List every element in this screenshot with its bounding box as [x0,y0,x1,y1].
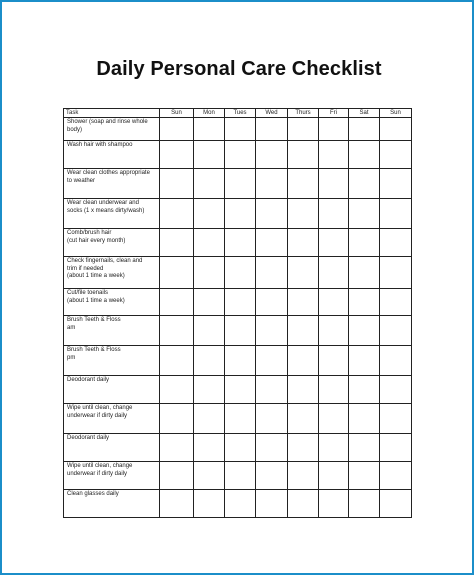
checkbox-cell[interactable] [380,462,412,490]
checkbox-cell[interactable] [225,404,256,434]
checkbox-cell[interactable] [160,490,194,518]
checkbox-cell[interactable] [256,169,288,199]
checkbox-cell[interactable] [194,289,225,316]
task-label: Deodorant daily [64,376,160,404]
checkbox-cell[interactable] [288,118,319,141]
checkbox-cell[interactable] [256,490,288,518]
checkbox-cell[interactable] [225,346,256,376]
checkbox-cell[interactable] [319,434,349,462]
checkbox-cell[interactable] [160,199,194,229]
checkbox-cell[interactable] [256,404,288,434]
checkbox-cell[interactable] [160,462,194,490]
day-header-tues: Tues [225,109,256,118]
header-row [64,109,412,118]
checkbox-cell[interactable] [349,376,380,404]
task-label: Wear clean clothes appropriate to weather [64,169,160,199]
day-header-wed: Wed [256,109,288,118]
checkbox-cell[interactable] [160,169,194,199]
day-header-sat: Sat [349,109,380,118]
checkbox-cell[interactable] [256,434,288,462]
checkbox-cell[interactable] [160,141,194,169]
checkbox-cell[interactable] [194,257,225,289]
page-title: Daily Personal Care Checklist [96,58,382,80]
checkbox-cell[interactable] [160,229,194,257]
checkbox-cell[interactable] [194,118,225,141]
checkbox-cell[interactable] [194,434,225,462]
checkbox-cell[interactable] [288,490,319,518]
checkbox-cell[interactable] [349,462,380,490]
task-column-header: Task [64,109,160,118]
checkbox-cell[interactable] [349,257,380,289]
task-row [64,118,412,141]
checkbox-cell[interactable] [256,289,288,316]
checkbox-cell[interactable] [319,289,349,316]
checkbox-cell[interactable] [225,199,256,229]
task-row [64,169,412,199]
task-row [64,141,412,169]
checkbox-cell[interactable] [349,490,380,518]
checkbox-cell[interactable] [160,346,194,376]
checkbox-cell[interactable] [225,434,256,462]
checkbox-cell[interactable] [319,346,349,376]
task-label: Check fingernails, clean and trim if needed (about 1 time a week) [64,257,160,289]
checkbox-cell[interactable] [380,289,412,316]
task-label: Shower (soap and rinse whole body) [64,118,160,141]
checkbox-cell[interactable] [160,257,194,289]
checkbox-cell[interactable] [380,346,412,376]
checkbox-cell[interactable] [319,404,349,434]
checkbox-cell[interactable] [380,316,412,346]
task-label: Wear clean underwear and socks (1 x means dirty/wash) [64,199,160,229]
checkbox-cell[interactable] [349,289,380,316]
checkbox-cell[interactable] [194,462,225,490]
checkbox-cell[interactable] [256,462,288,490]
checkbox-cell[interactable] [319,141,349,169]
checkbox-cell[interactable] [194,346,225,376]
task-label: Deodorant daily [64,434,160,462]
task-label: Wash hair with shampoo [64,141,160,169]
checkbox-cell[interactable] [225,141,256,169]
checkbox-cell[interactable] [349,199,380,229]
day-header-thurs: Thurs [288,109,319,118]
checkbox-cell[interactable] [194,169,225,199]
checkbox-cell[interactable] [319,376,349,404]
checkbox-cell[interactable] [225,462,256,490]
checkbox-cell[interactable] [319,462,349,490]
checkbox-cell[interactable] [288,169,319,199]
day-header-sun: Sun [160,109,194,118]
checkbox-cell[interactable] [349,434,380,462]
task-label: Clean glasses daily [64,490,160,518]
checkbox-cell[interactable] [319,257,349,289]
checkbox-cell[interactable] [194,229,225,257]
checkbox-cell[interactable] [319,229,349,257]
checkbox-cell[interactable] [160,376,194,404]
checkbox-cell[interactable] [349,316,380,346]
checkbox-cell[interactable] [194,316,225,346]
checkbox-cell[interactable] [160,118,194,141]
checkbox-cell[interactable] [256,118,288,141]
checkbox-cell[interactable] [288,316,319,346]
task-label: Comb/brush hair (cut hair every month) [64,229,160,257]
task-row [64,462,412,490]
checkbox-cell[interactable] [380,257,412,289]
checkbox-cell[interactable] [225,289,256,316]
checkbox-cell[interactable] [349,346,380,376]
task-label: Brush Teeth & Floss pm [64,346,160,376]
checkbox-cell[interactable] [380,229,412,257]
task-row [64,229,412,257]
day-header-fri: Fri [319,109,349,118]
checkbox-cell[interactable] [256,257,288,289]
checkbox-cell[interactable] [194,199,225,229]
checkbox-cell[interactable] [380,376,412,404]
checkbox-cell[interactable] [194,141,225,169]
checkbox-cell[interactable] [319,490,349,518]
checkbox-cell[interactable] [288,404,319,434]
checkbox-cell[interactable] [225,490,256,518]
checkbox-cell[interactable] [225,316,256,346]
checkbox-cell[interactable] [380,169,412,199]
day-header-mon: Mon [194,109,225,118]
checkbox-cell[interactable] [349,118,380,141]
checkbox-cell[interactable] [380,199,412,229]
checkbox-cell[interactable] [194,404,225,434]
checkbox-cell[interactable] [319,169,349,199]
checkbox-cell[interactable] [319,118,349,141]
checkbox-cell[interactable] [288,289,319,316]
checkbox-cell[interactable] [225,257,256,289]
task-row [64,289,412,316]
checkbox-cell[interactable] [349,229,380,257]
checkbox-cell[interactable] [380,404,412,434]
task-row [64,346,412,376]
checkbox-cell[interactable] [256,346,288,376]
checkbox-cell[interactable] [349,169,380,199]
task-row [64,199,412,229]
task-row [64,404,412,434]
task-label: Cut/file toenails (about 1 time a week) [64,289,160,316]
checkbox-cell[interactable] [256,376,288,404]
checkbox-cell[interactable] [288,462,319,490]
checkbox-cell[interactable] [256,199,288,229]
task-row [64,257,412,289]
checkbox-cell[interactable] [349,404,380,434]
checklist-table [63,108,412,518]
checkbox-cell[interactable] [380,141,412,169]
checkbox-cell[interactable] [194,376,225,404]
checkbox-cell[interactable] [288,199,319,229]
checkbox-cell[interactable] [256,316,288,346]
day-header-sun-2: Sun [380,109,412,118]
checkbox-cell[interactable] [288,141,319,169]
task-row [64,376,412,404]
checkbox-cell[interactable] [225,118,256,141]
checkbox-cell[interactable] [288,229,319,257]
checkbox-cell[interactable] [160,289,194,316]
checkbox-cell[interactable] [288,376,319,404]
checkbox-cell[interactable] [319,316,349,346]
checkbox-cell[interactable] [160,316,194,346]
checkbox-cell[interactable] [225,376,256,404]
task-label: Wipe until clean, change underwear if dirty daily [64,404,160,434]
task-label: Wipe until clean, change underwear if dirty daily [64,462,160,490]
task-label: Brush Teeth & Floss am [64,316,160,346]
checkbox-cell[interactable] [160,434,194,462]
checkbox-cell[interactable] [288,346,319,376]
checkbox-cell[interactable] [288,257,319,289]
checkbox-cell[interactable] [194,490,225,518]
task-row [64,434,412,462]
checkbox-cell[interactable] [288,434,319,462]
checkbox-cell[interactable] [380,434,412,462]
checkbox-cell[interactable] [256,141,288,169]
checkbox-cell[interactable] [349,141,380,169]
task-row [64,490,412,518]
checkbox-cell[interactable] [380,490,412,518]
task-rows [64,118,412,518]
checkbox-cell[interactable] [225,169,256,199]
task-row [64,316,412,346]
checkbox-cell[interactable] [380,118,412,141]
checkbox-cell[interactable] [160,404,194,434]
checkbox-cell[interactable] [319,199,349,229]
checkbox-cell[interactable] [256,229,288,257]
checkbox-cell[interactable] [225,229,256,257]
